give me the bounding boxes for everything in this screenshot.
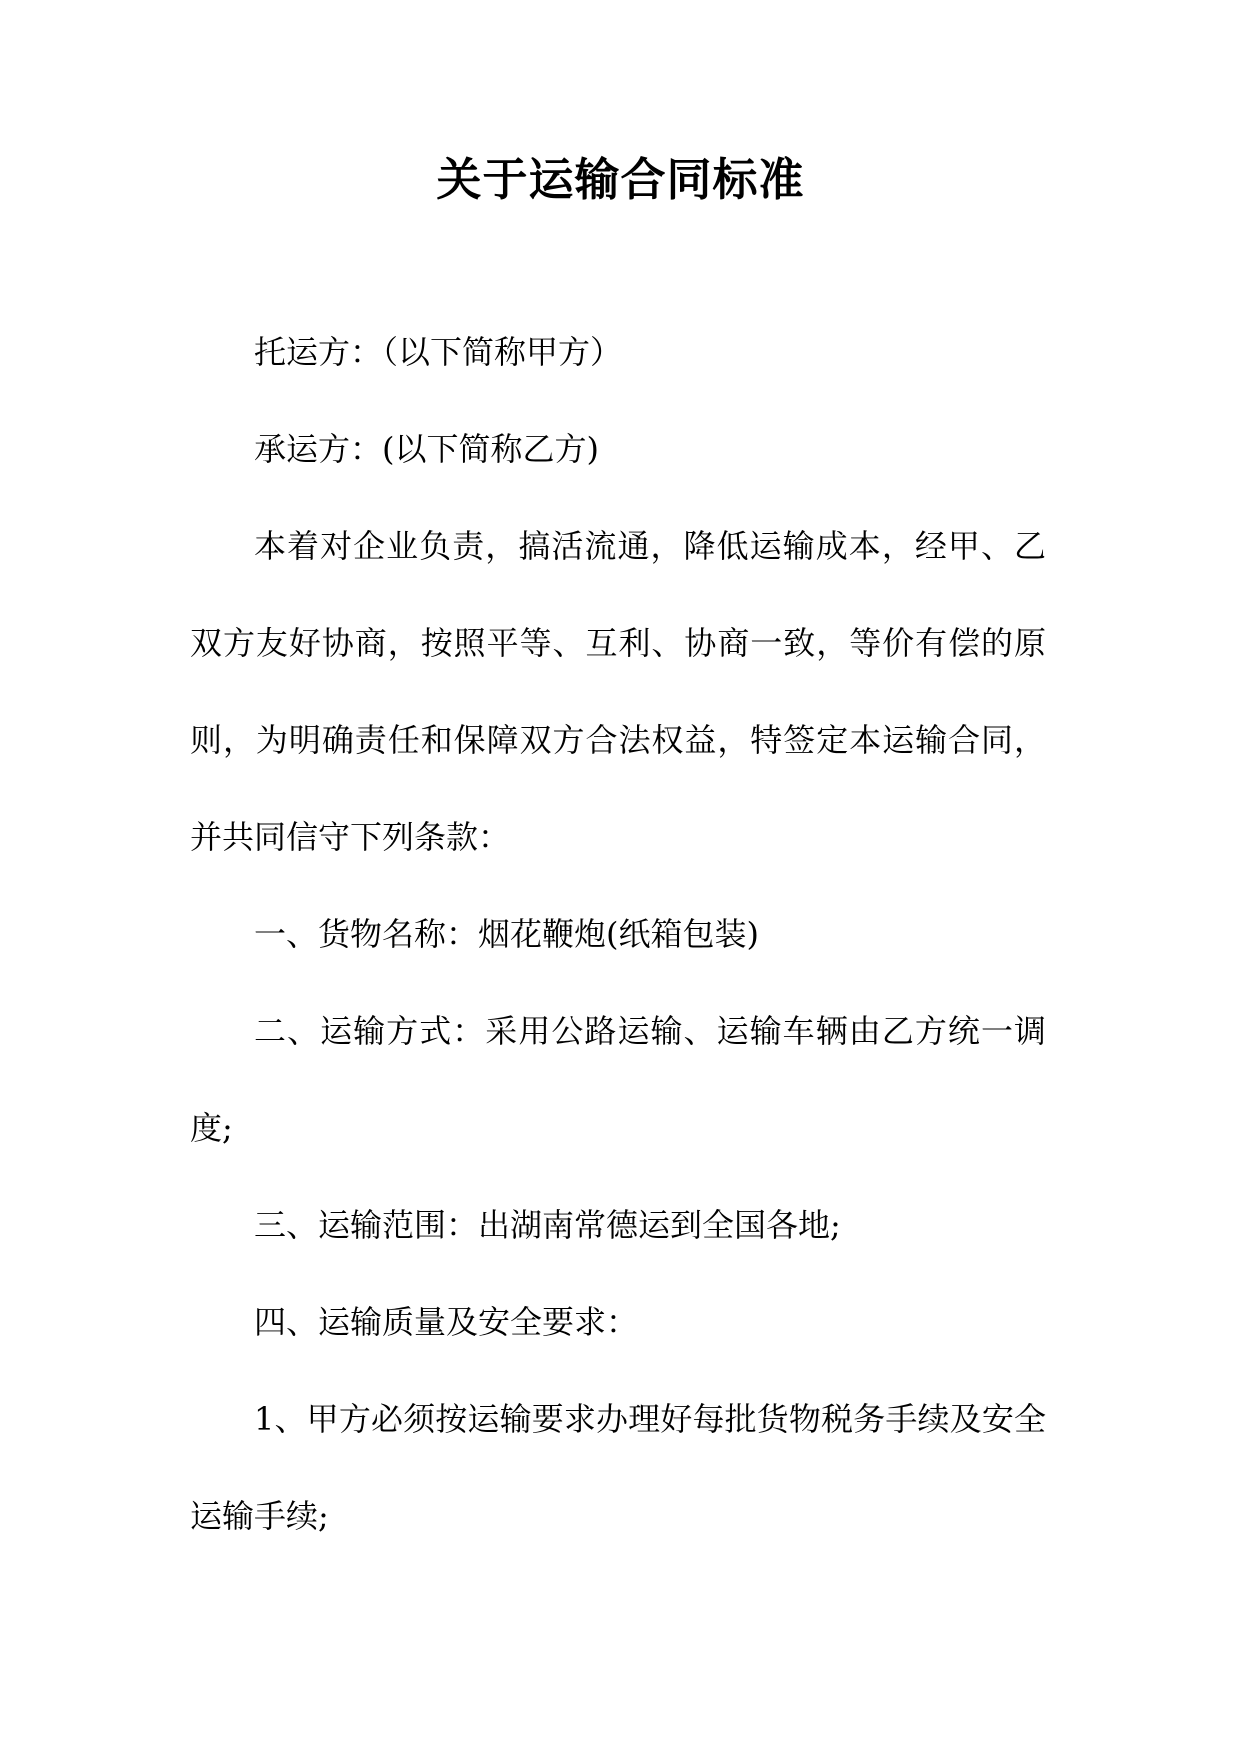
clause-goods-name: 一、货物名称：烟花鞭炮(纸箱包装) — [254, 915, 759, 953]
clause-transport-method: 二、运输方式：采用公路运输、运输车辆由乙方统一调度; — [190, 1012, 1046, 1147]
carrier-line: 承运方：(以下简称乙方) — [254, 430, 599, 468]
clause-item-1: 1、甲方必须按运输要求办理好每批货物税务手续及安全运输手续; — [190, 1400, 1046, 1535]
preamble-paragraph: 本着对企业负责，搞活流通，降低运输成本，经甲、乙双方友好协商，按照平等、互利、协商一致，等价有偿的原则，为明确责任和保障双方合法权益，特签定本运输合同，并共同信守下列条款： — [190, 527, 1046, 856]
clause-transport-scope: 三、运输范围：出湖南常德运到全国各地; — [254, 1206, 841, 1244]
shipper-line: 托运方：（以下简称甲方） — [254, 333, 623, 371]
document-body — [190, 304, 1046, 1565]
document-title: 关于运输合同标准 — [436, 153, 805, 206]
clause-quality-safety: 四、运输质量及安全要求： — [254, 1303, 639, 1341]
